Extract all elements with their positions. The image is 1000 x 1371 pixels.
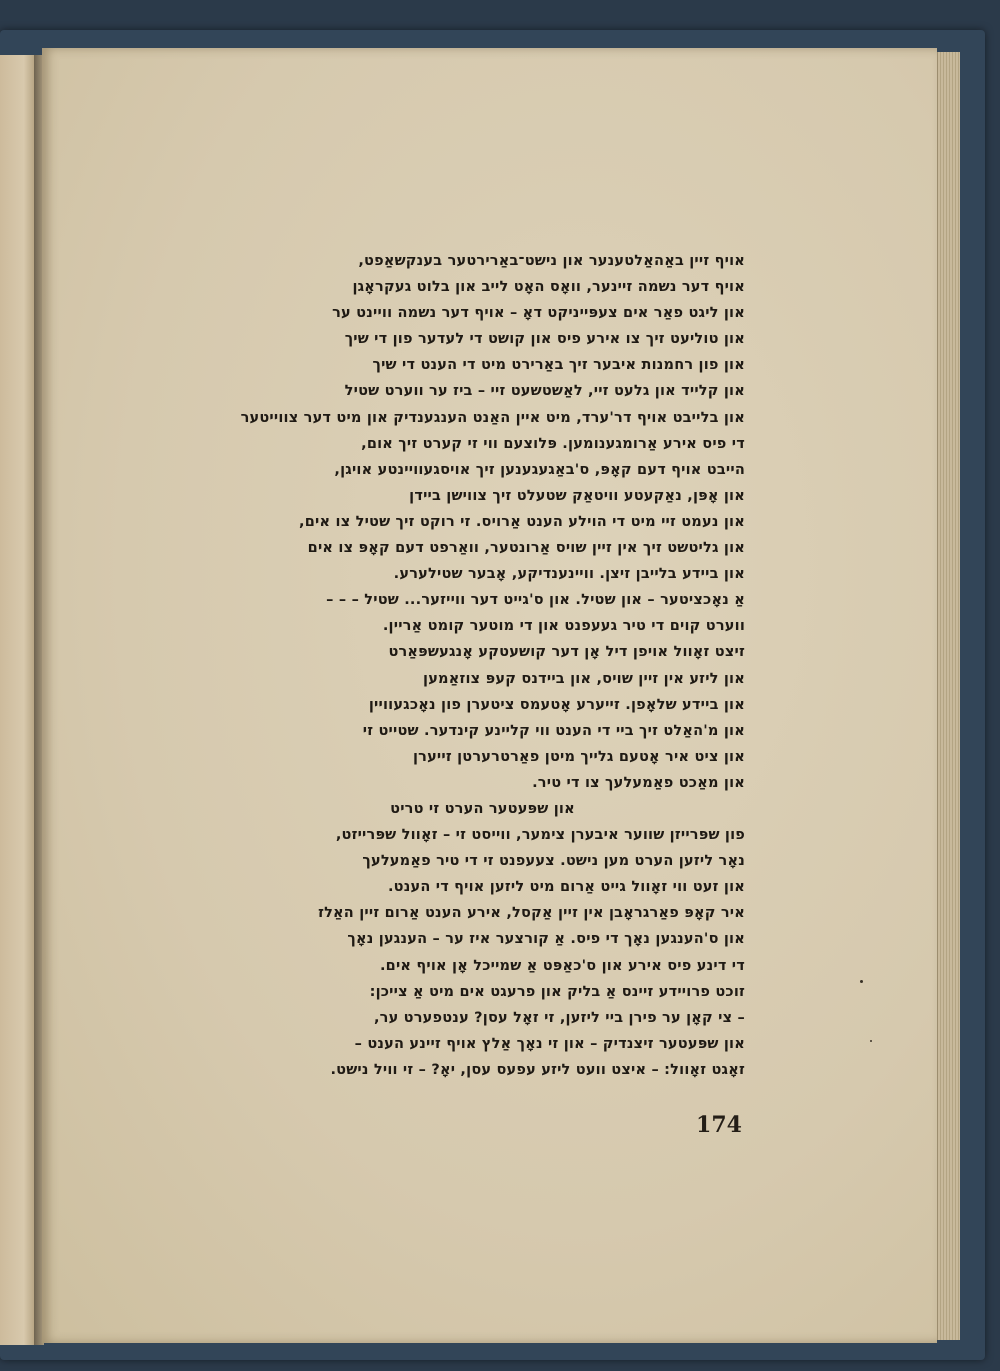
text-line: און אָפּן, נאַקעטע וויטאַק שטעלט זיך צווישן ביידן — [409, 487, 745, 504]
text-line: און זעט ווי זאָוול גייט אַרום מיט ליזען אויף די הענט. — [387, 879, 745, 896]
text-line: און בלייבט אויף דר'ערד, מיט איין האַנט הענגענדיק און מיט דער צווייטער — [240, 409, 745, 426]
text-line: אַ נאָכציטער – און שטיל. און ס'גייט דער ווייזער... שטיל – – – — [326, 592, 745, 609]
text-line: און שפּעטער הערט זי טריט — [390, 800, 575, 817]
text-line: און טוליעט זיך צו אירע פיס און קושט די לעדער פון די שיך — [344, 331, 745, 348]
text-line: און פון רחמנות איבער זיך באַרירט מיט די הענט די שיך — [372, 357, 745, 374]
text-line: און ליזע אין זיין שויס, און ביידנס קעפּ צוזאַמען — [423, 670, 745, 687]
previous-page-edge — [0, 55, 36, 1345]
text-line: אויף זיין באַהאַלטענער און נישט־באַרירטער בענקשאַפט, — [358, 253, 745, 269]
text-line: און מ'האַלט זיך ביי די הענט ווי קליינע קינדער. שטייט זי — [362, 722, 745, 739]
text-line: ווערט קוים די טיר געעפנט און די מוטער קומט אַריין. — [382, 618, 745, 635]
text-line: פון שפּרייזן שווער איבערן צימער, ווייסט זי – זאָוול שפּרייזט, — [335, 827, 745, 844]
text-line: הייבט אויף דעם קאָפּ, ס'באַגעגענען זיך אויסגעוויינטע אויגן, — [334, 461, 745, 478]
page-text — [160, 248, 745, 1083]
text-line: די פיס אירע אַרומגענומען. פּלוצעם ווי זי קערט זיך אום, — [361, 435, 745, 452]
page-stack-edge — [937, 52, 960, 1340]
text-line: – צי קאָן ער פירן ביי ליזען, זי זאָל עסן? ענטפערט ער, — [373, 1009, 745, 1026]
text-line: און ליגט פאַר אים צעפּייניקט דאָ – אויף דער נשמה וויינט ער — [332, 305, 745, 322]
text-line: און ציט איר אָטעם גלייך מיטן פאַרטרערטן זייערן — [412, 748, 745, 765]
text-line: די דינע פיס אירע און ס'כאַפּט אַ שמייכל אָן אויף אים. — [379, 957, 745, 974]
text-line: זוכט פרויידע זיינס אַ בליק און פרעגט אים מיט אַ צייכן: — [369, 983, 745, 1000]
text-line: און גליטשט זיך אין זיין שויס אַרונטער, וואַרפט דעם קאָפּ צו אים — [307, 540, 745, 557]
text-line: און ביידע שלאָפן. זייערע אָטעמס ציטערן פון נאָכגעוויין — [368, 696, 745, 713]
text-line: און מאַכט פאַמעלעך צו די טיר. — [532, 774, 745, 791]
text-line: זיצט זאָוול אויפן דיל אָן דער קושעטקע אָנגעשפּאַרט — [388, 644, 745, 661]
text-line: און קלייד און גלעט זיי, לאַשטשעט זיי – ביז ער ווערט שטיל — [344, 383, 745, 400]
text-line: אויף דער נשמה זיינער, וואָס האָט לייב און בלוט געקראָגן — [352, 279, 745, 296]
text-line: איר קאָפּ פאַרגראָבן אין זיין אַקסל, אירע הענט אַרום זיין האַלז — [318, 905, 745, 922]
paper-speck — [860, 980, 863, 983]
text-line: און נעמט זיי מיט די הוילע הענט אַרויס. זי רוקט זיך שטיל צו אים, — [299, 513, 745, 530]
text-line: און ביידע בלייבן זיצן. וויינענדיקע, אָבער שטילערע. — [393, 566, 745, 583]
text-line: זאָגט זאָוול: – איצט וועט ליזע עפעס עסן, יאָ? – זי וויל נישט. — [330, 1061, 745, 1078]
page-number: 174 — [696, 1112, 742, 1138]
text-line: און שפּעטער זיצנדיק – און זי נאָך אַלץ אויף זיינע הענט – — [354, 1035, 745, 1052]
text-line: און ס'הענגען נאָך די פיס. אַ קורצער איז ער – הענגען נאָך — [347, 931, 745, 948]
paper-speck — [870, 1040, 872, 1042]
text-line: נאָר ליזען הערט מען נישט. צעעפנט זי די טיר פאַמעלעך — [362, 853, 745, 870]
